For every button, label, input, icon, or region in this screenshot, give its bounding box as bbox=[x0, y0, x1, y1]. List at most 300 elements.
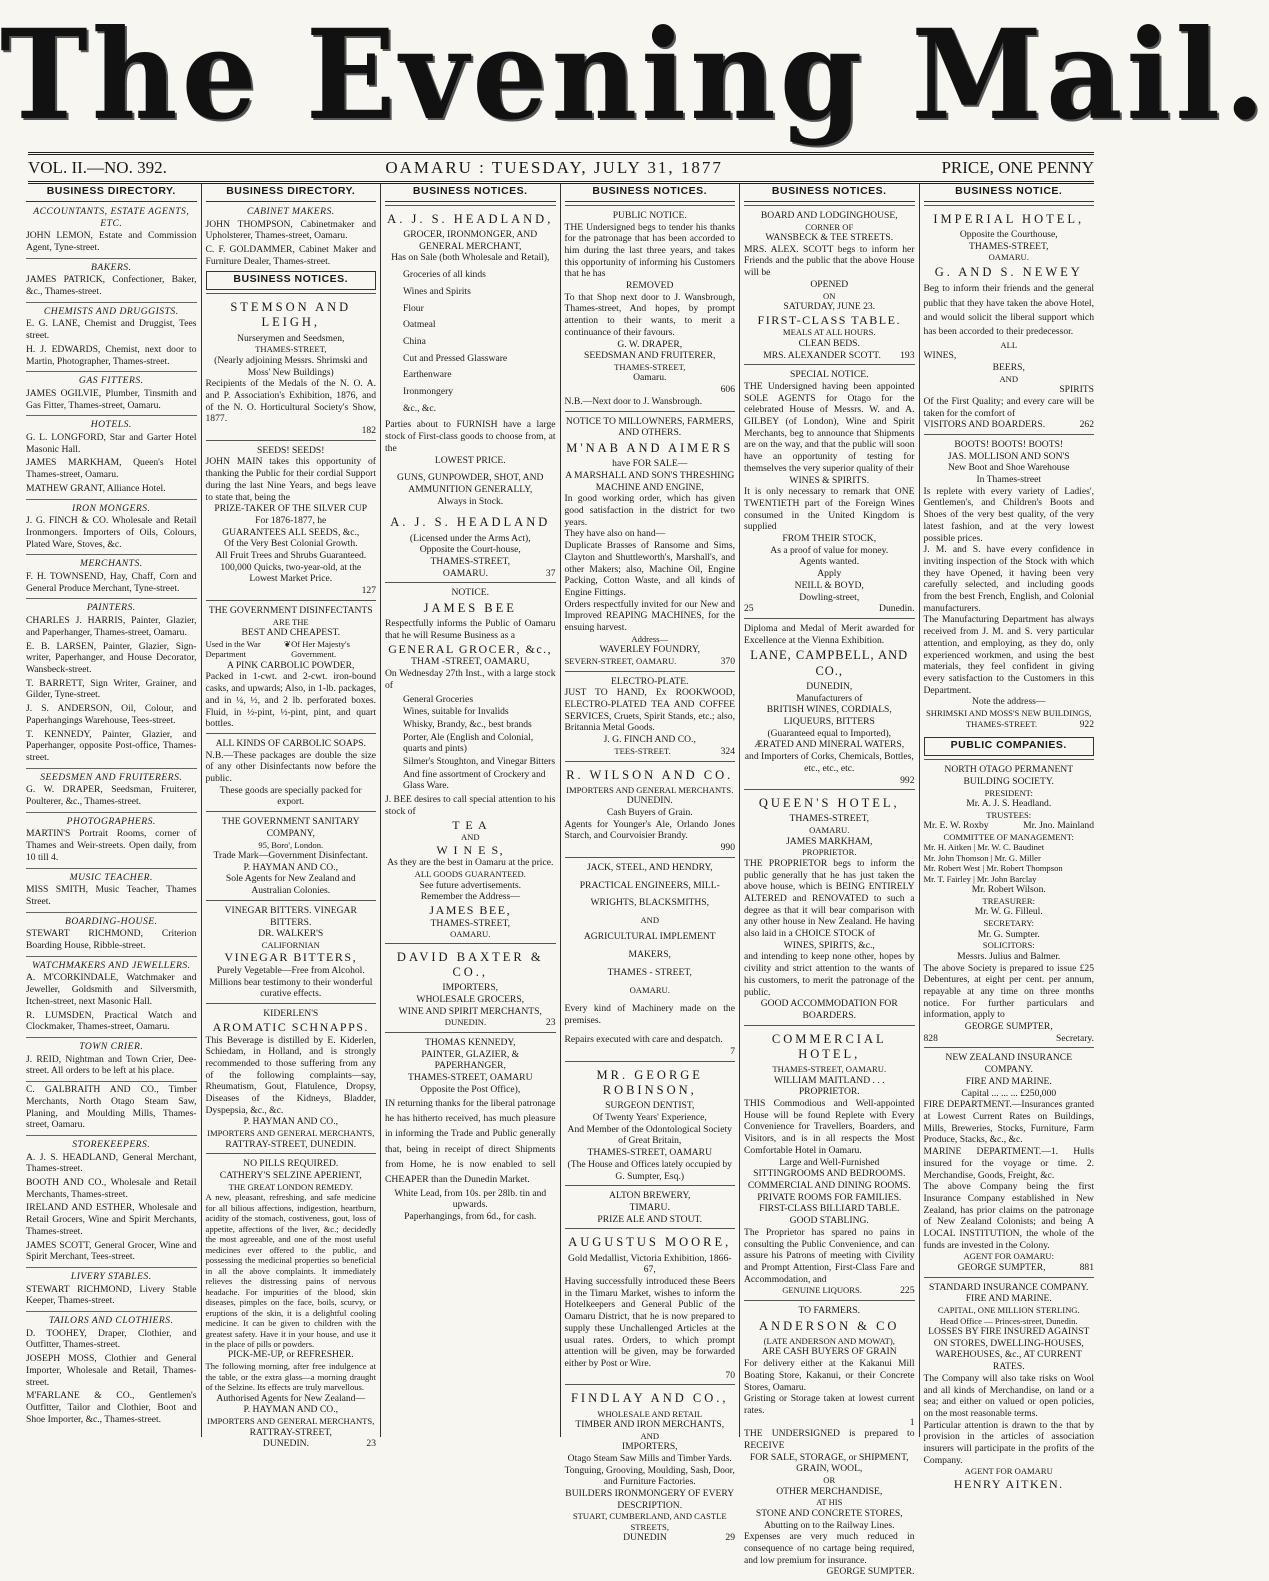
directory-entry: C. GALBRAITH AND CO., Timber Merchants, North Otago Steam Saw, Planing, and Moulding Mills, Thames-street, Oamaru. bbox=[26, 1084, 197, 1131]
ad-body: MARINE DEPARTMENT.—1. Hulls insured for the voyage or time. 2. Merchandise, Goods, Freight, &c. bbox=[923, 1146, 1094, 1181]
ad-number: 370 bbox=[720, 655, 735, 667]
list-item: Whisky, Brandy, &c., best brands bbox=[403, 718, 532, 730]
ad-line: Mr. Robert Wilson. bbox=[971, 884, 1046, 896]
ad-line: Opposite the Courthouse, bbox=[959, 229, 1058, 241]
ad-line: THAMES-STREET. bbox=[965, 718, 1038, 729]
ad-line: TREASURER: bbox=[982, 896, 1036, 906]
ad-line: FOR SALE, STORAGE, or SHIPMENT, bbox=[749, 1451, 909, 1463]
directory-entry: BOOTH AND CO., Wholesale and Retail Merchants, Thames-street. bbox=[26, 1177, 197, 1200]
ad-body: The following morning, after free indulgence at the table, or the extra glass—a morning draught of the Selzine. Its effects are truly marvellous. bbox=[205, 1361, 376, 1393]
goods-list bbox=[403, 269, 556, 414]
ad-line: PRIZE-TAKER OF THE SILVER CUP bbox=[214, 503, 368, 515]
ad-lane-campbell bbox=[744, 618, 915, 789]
ad-line: TIMARU. bbox=[629, 1201, 670, 1213]
ad-line: DUNEDIN. bbox=[626, 795, 673, 807]
ad-george-robinson bbox=[565, 1061, 736, 1185]
columns bbox=[22, 184, 1098, 1578]
ad-line: Cash Buyers of Grain. bbox=[606, 806, 693, 818]
ad-line: Large and Well-Furnished bbox=[779, 1156, 880, 1168]
ad-body: The Manufacturing Department has always received from J. M. and S. very particular attention, and employing, as they do, only experienced workmen, and using the best materials, they feel confident in giving every satisfaction to the Customers in this Department. bbox=[923, 614, 1094, 696]
ad-line: THAMES - STREET, bbox=[607, 966, 692, 978]
ad-line: PRIVATE ROOMS FOR FAMILIES. bbox=[757, 1191, 902, 1203]
ad-line: CLEAN BEDS. bbox=[798, 337, 860, 349]
ad-line: T E A bbox=[452, 817, 489, 832]
ad-line: SEEDSMAN AND FRUITERER, bbox=[584, 350, 716, 362]
ad-head: THE GOVERNMENT SANITARY COMPANY, bbox=[221, 816, 360, 839]
ad-number: 881 bbox=[1079, 1261, 1094, 1273]
ad-body: THE UNDERSIGNED is prepared to RECEIVE bbox=[744, 1428, 915, 1452]
ad-line: Mr. Robert West | Mr. Robert Thompson bbox=[923, 863, 1063, 874]
list-item: Wines and Spirits bbox=[403, 285, 471, 297]
ad-body: Gristing or Storage taken at lowest current rates. bbox=[744, 1393, 915, 1416]
ad-line: WHOLESALE GROCERS, bbox=[416, 993, 525, 1005]
ad-line: DUNEDIN. bbox=[262, 1438, 309, 1450]
ad-line: LOWEST PRICE. bbox=[434, 454, 506, 466]
ad-number: 828 bbox=[923, 1032, 938, 1044]
ad-line: These goods are specially packed for export. bbox=[219, 784, 362, 808]
ad-augustus-moore bbox=[565, 1228, 736, 1384]
ad-footer bbox=[744, 603, 915, 615]
ad-line: Mr. H. Aitken | Mr. W. C. Baudinet bbox=[923, 842, 1045, 853]
ad-body: IN returning thanks for the liberal patronage he has hitherto received, has much pleasure in informing the Trade and Public generally that, being in receipt of direct Shipments from Home, he is now enabled to sell CHEAPER than the Dunedin Market. bbox=[385, 1097, 556, 1186]
ad-line: COMMERCIAL AND DINING ROOMS. bbox=[747, 1179, 911, 1191]
directory-entry: T. KENNEDY, Painter, Glazier, and Paperhanger, opposite Post-office, Thames-street. bbox=[26, 728, 197, 763]
ad-line: BEERS, bbox=[992, 361, 1025, 373]
directory-entry: F. H. TOWNSEND, Hay, Chaff, Corn and General Produce Merchant, Tyne-street. bbox=[26, 571, 197, 594]
divider bbox=[26, 1081, 197, 1082]
ad-line: P. HAYMAN AND CO., bbox=[243, 1116, 339, 1128]
ad-line: Paperhangings, from 6d., for cash. bbox=[404, 1211, 537, 1223]
ad-line: Of Twenty Years' Experience, bbox=[592, 1112, 707, 1123]
ad-line: AND bbox=[999, 373, 1019, 384]
ad-draper-removed bbox=[565, 205, 736, 411]
ad-line: Address— bbox=[631, 633, 669, 644]
ad-line: Nurserymen and Seedsmen, bbox=[237, 332, 345, 344]
ad-body: The above Society is prepared to issue £25 Debentures, at eight per cent. per annum, repayable at any time on three months notice. For further particulars and information, apply to bbox=[923, 962, 1094, 1021]
ad-line: AGENT FOR OAMARU bbox=[964, 1466, 1053, 1477]
column-heading: BUSINESS NOTICES. bbox=[744, 184, 915, 202]
ad-head: NO PILLS REQUIRED. bbox=[243, 1158, 339, 1170]
ad-line: and Importers of Corks, Chemicals, Bottles, etc., etc., etc. bbox=[744, 751, 914, 774]
ad-imperial-hotel bbox=[924, 205, 1095, 434]
ad-body: Particular attention is drawn to the that by provision in the articles of association insurers will participate in the profits of the Company. bbox=[923, 1419, 1094, 1466]
directory-category: TOWN CRIER. bbox=[26, 1037, 197, 1053]
ad-body: FIRE DEPARTMENT.—Insurances granted at Lowest Current Rates on Buildings, Mills, Breweries, Stocks, Furniture, Farm Produce, Stacks, &c., &c. bbox=[923, 1099, 1094, 1146]
ad-line: IMPORTERS AND GENERAL MERCHANTS, bbox=[207, 1416, 375, 1427]
ad-line: Opposite the Post Office), bbox=[420, 1083, 521, 1095]
directory-category: HOTELS. bbox=[26, 415, 197, 431]
ad-line: Sole Agents for New Zealand and Australian Colonies. bbox=[225, 873, 356, 897]
ad-line: Used in the War Department bbox=[205, 638, 261, 660]
ad-line: Millions bear testimony to their wonderful curative effects. bbox=[209, 976, 373, 1000]
directory-entry: MATHEW GRANT, Alliance Hotel. bbox=[26, 482, 166, 494]
ad-line: Has on Sale (both Wholesale and Retail), bbox=[391, 252, 550, 264]
ad-title: JAMES BEE bbox=[423, 601, 517, 616]
ad-title: NEW ZEALAND INSURANCE COMPANY. bbox=[945, 1052, 1073, 1076]
volume-number: VOL. II.—NO. 392. bbox=[28, 158, 167, 177]
ad-line: TIMBER AND IRON MERCHANTS, bbox=[575, 1419, 725, 1431]
ad-line: CORNER OF bbox=[805, 221, 854, 232]
ad-findlay bbox=[565, 1384, 736, 1547]
ad-head: THE GOVERNMENT DISINFECTANTS bbox=[208, 604, 373, 616]
directory-entry: E. B. LARSEN, Painter, Glazier, Sign-writer, Paperhanger, and House Decorator, Wansbeck-street. bbox=[26, 640, 197, 675]
ad-line: OPENED bbox=[810, 278, 849, 290]
list-item: And fine assortment of Crockery and Glass Ware. bbox=[403, 768, 546, 792]
ad-alton-brewery bbox=[565, 1185, 736, 1228]
ad-north-otago-building bbox=[924, 759, 1095, 1047]
directory-category: BOARDING-HOUSE. bbox=[26, 912, 197, 928]
ad-line: As a proof of value for money. bbox=[770, 544, 889, 556]
masthead bbox=[0, 0, 1269, 152]
ad-head: SPECIAL NOTICE. bbox=[789, 369, 869, 381]
ad-line: FIRST-CLASS BILLIARD TABLE. bbox=[759, 1203, 900, 1215]
ad-line: THAMES-STREET, bbox=[789, 813, 869, 825]
ad-line: FIRE AND MARINE. bbox=[965, 1075, 1052, 1087]
ad-number: 25 bbox=[744, 603, 754, 615]
directory-entry: JOHN LEMON, Estate and Commission Agent, Tyne-street. bbox=[26, 230, 197, 253]
ad-line: Manufacturers of bbox=[796, 692, 863, 704]
ad-number: 606 bbox=[720, 384, 735, 396]
ad-line: ALL GOODS GUARANTEED. bbox=[414, 869, 526, 880]
ad-line: SATURDAY, JUNE 23. bbox=[783, 300, 876, 312]
ad-line: Messrs. Julius and Balmer. bbox=[957, 950, 1061, 962]
ad-body: THE PROPRIETOR begs to inform the public generally that he has just taken the above house, which is BEING ENTIRELY ALTERED and RENOVATED to such a degree as that it will bear comparison with any other house in New Zealand. He having also laid in a CHOICE STOCK of bbox=[744, 857, 915, 940]
column-directory-notices bbox=[202, 184, 382, 1450]
ad-line: 95, Boro', London. bbox=[258, 839, 324, 850]
ad-line: JAMES BEE, bbox=[429, 902, 512, 917]
ad-line: AND bbox=[640, 914, 660, 925]
ad-title: AUGUSTUS MOORE, bbox=[568, 1235, 732, 1250]
ad-body: Is replete with every variety of Ladies', Gentlemen's, and Children's Boots and Shoes of the very best quality, of the very latest fashion, and at the very lowest possible prices. bbox=[923, 485, 1094, 544]
ad-body: Beg to inform their friends and the general public that they have taken the above Hotel, and would solicit the liberal support which has been accorded to their predecessor. bbox=[923, 283, 1094, 338]
crest-icon: ❦ bbox=[283, 638, 292, 649]
directory-entry: JAMES OGILVIE, Plumber, Tinsmith and Gas Fitter, Thames-street, Oamaru. bbox=[26, 387, 197, 411]
ad-line: A PINK CARBOLIC POWDER, bbox=[227, 659, 355, 671]
ad-body: THE Undersigned having been appointed SOLE AGENTS for Otago for the celebrated House of Messrs. W. and A. GILBEY (of London), Wine and Spirit Merchants, beg to announce that Shipments are on the way, and that the public will soon have an opportunity of testing for themselves the very superior quality of their bbox=[744, 380, 915, 474]
ad-line: ÆRATED AND MINERAL WATERS, bbox=[754, 739, 905, 751]
ad-body: The Proprietor has spared no pains in consulting the Public Convenience, and can assure his Patrons of meeting with Civility and Prompt Attention, First-Class Fare and Accommodation, and bbox=[744, 1226, 915, 1285]
directory-category: WATCHMAKERS AND JEWELLERS. bbox=[26, 956, 197, 972]
ad-footer bbox=[385, 568, 556, 580]
newspaper-title: The Evening Mail. bbox=[0, 1, 1269, 148]
ad-head: KIDERLEN'S bbox=[263, 1008, 319, 1020]
ad-line: And Member of the Odontological Society of Great Britain, bbox=[567, 1123, 732, 1147]
ad-title: VINEGAR BITTERS, bbox=[224, 950, 358, 965]
ad-sub: Gold Medallist, Victoria Exhibition, 1866-67, bbox=[568, 1252, 732, 1276]
directory-entry: JAMES PATRICK, Confectioner, Baker, &c., Thames-street. bbox=[26, 274, 197, 298]
ad-line: GENUINE LIQUORS. bbox=[782, 1285, 862, 1296]
ad-title: ANDERSON & CO bbox=[759, 1318, 900, 1333]
directory-category: CHEMISTS AND DRUGGISTS. bbox=[26, 302, 197, 318]
column-business-directory bbox=[22, 184, 202, 1437]
ad-john-main bbox=[206, 440, 377, 600]
ad-line: Always in Stock. bbox=[437, 495, 504, 507]
list-item: &c., &c. bbox=[403, 402, 437, 414]
ad-line: DUNEDIN, bbox=[806, 680, 853, 692]
ad-number: 29 bbox=[725, 1532, 735, 1544]
directory-entry: J. G. FINCH & CO. Wholesale and Retail Ironmongers. Importers of Oils, Colours, Plated Ware, Stoves, &c. bbox=[26, 515, 197, 550]
ad-line: THAMES-STREET, bbox=[614, 361, 686, 372]
ad-line: OAMARU. bbox=[450, 929, 491, 940]
ad-head: NOTICE. bbox=[451, 587, 490, 599]
ad-line: PRIZE ALE AND STOUT. bbox=[597, 1213, 703, 1225]
ad-line: GRAIN, WOOL, bbox=[796, 1463, 863, 1475]
ad-title: STANDARD INSURANCE COMPANY. bbox=[929, 1281, 1089, 1293]
ad-body: Of the First Quality; and every care will be taken for the comfort of bbox=[923, 395, 1094, 419]
trustees-row bbox=[924, 820, 1095, 832]
ad-body: Repairs executed with care and despatch. bbox=[564, 1034, 723, 1046]
ad-number: 182 bbox=[361, 425, 376, 437]
ad-line: WAVERLEY FOUNDRY, bbox=[599, 644, 701, 656]
ad-line: THAMES-STREET, bbox=[255, 344, 327, 355]
ad-line: WINES, bbox=[923, 350, 957, 362]
ad-line: THAMES-STREET, OAMARU bbox=[407, 1072, 533, 1084]
ad-line: THAM -STREET, OAMARU, bbox=[411, 656, 530, 668]
ad-footer bbox=[206, 1438, 377, 1450]
ad-title: JAS. MOLLISON AND SON'S bbox=[947, 450, 1070, 462]
ad-line: WINE AND SPIRIT MERCHANTS, bbox=[398, 1005, 542, 1017]
ad-line: AGENT FOR OAMARU: bbox=[963, 1251, 1055, 1262]
ad-line: Of the Very Best Colonial Growth. bbox=[223, 538, 358, 550]
list-item: Earthenware bbox=[403, 369, 452, 381]
ad-head: PUBLIC NOTICE. bbox=[612, 209, 687, 221]
place-date: OAMARU : TUESDAY, JULY 31, 1877 bbox=[385, 158, 723, 177]
ad-number: 922 bbox=[1079, 718, 1094, 730]
ad-headland bbox=[385, 205, 556, 583]
ad-line: Head Office — Princes-street, Dunedin. bbox=[939, 1315, 1078, 1326]
ad-signature: GEORGE SUMPTER. bbox=[826, 1566, 915, 1578]
ad-line: IMPORTERS, bbox=[621, 1441, 678, 1453]
ad-line: J. G. FINCH AND CO., bbox=[603, 734, 696, 746]
ad-line: Note the address— bbox=[971, 696, 1046, 708]
ad-line: CAPITAL, ONE MILLION STERLING. bbox=[937, 1305, 1080, 1316]
list-item: Ironmongery bbox=[403, 386, 454, 398]
ad-body: THE Undersigned begs to tender his thanks for the patronage that has been accorded to him during the last three years, and takes this opportunity of informing his Customers that he has bbox=[564, 221, 735, 280]
ad-board-lodging bbox=[744, 205, 915, 364]
ad-queens-hotel bbox=[744, 789, 915, 1024]
ad-body: MRS. ALEX. SCOTT begs to inform her Friends and the public that the above House will be bbox=[744, 243, 915, 279]
ad-r-wilson bbox=[565, 761, 736, 857]
ad-line: OAMARU. bbox=[442, 567, 488, 579]
ad-line: BOARD AND LODGINGHOUSE, bbox=[760, 209, 898, 221]
ad-nz-insurance bbox=[924, 1047, 1095, 1276]
ad-line: AT HIS bbox=[816, 1497, 843, 1508]
price: PRICE, ONE PENNY bbox=[941, 158, 1094, 177]
ad-line: BRITISH WINES, CORDIALS, bbox=[766, 704, 892, 716]
ad-body: Diploma and Medal of Merit awarded for Excellence at the Vienna Exhibition. bbox=[744, 622, 915, 646]
ad-jack-steel-hendry bbox=[565, 857, 736, 1061]
ad-body: To that Shop next door to J. Wansbrough, Thames-street, And hopes, by prompt attention to their wants, to merit a continuance of their favours. bbox=[564, 291, 735, 338]
ad-line: Mr. T. Fairley | Mr. John Barclay bbox=[923, 873, 1037, 884]
ad-head: BOOTS! BOOTS! BOOTS! bbox=[954, 438, 1064, 450]
ad-thomas-kennedy bbox=[385, 1032, 556, 1226]
column-heading: BUSINESS NOTICES. bbox=[206, 271, 377, 290]
ad-footer bbox=[744, 350, 915, 362]
ad-head: VINEGAR BITTERS. VINEGAR BITTERS. bbox=[224, 904, 357, 928]
ad-james-bee bbox=[385, 582, 556, 942]
ad-line: White Lead, from 10s. per 28lb. tin and upwards. bbox=[394, 1187, 547, 1211]
directory-category: MUSIC TEACHER. bbox=[26, 868, 197, 884]
directory-category: TAILORS AND CLOTHIERS. bbox=[26, 1311, 197, 1327]
ad-line: WINES, SPIRITS, &c., bbox=[783, 939, 875, 951]
ad-footer bbox=[565, 1532, 736, 1544]
ad-line: PROPRIETOR. bbox=[801, 847, 857, 858]
ad-line: IMPORTERS, bbox=[442, 982, 499, 994]
ad-vinegar-bitters bbox=[206, 900, 377, 1003]
ad-line: (Guaranteed equal to Imported), bbox=[767, 727, 892, 739]
ad-body: As they are the best in Oamaru at the price. bbox=[387, 857, 554, 869]
ad-body: Duplicate Brasses of Ransome and Sims, Clayton and Shuttleworth's, Marshall's, and other Makers; also, Machine Oil, Engine Packing, Cotton Waste, and all kinds of Engine Fittings. bbox=[564, 540, 735, 598]
ad-number: 324 bbox=[720, 745, 735, 757]
ad-body: The Company will also take risks on Wool and all kinds of Merchandise, on land or a sea; and either on valued or open policies, on the most reasonable terms. bbox=[923, 1372, 1094, 1419]
ad-line: New Boot and Shoe Warehouse bbox=[947, 462, 1070, 474]
ad-body: J. M. and S. have every confidence in inviting inspection of the Stock with which they have Opened, it having been very carefully selected, and including goods from the best French, English, and Colonial manufacturers. bbox=[923, 544, 1094, 614]
list-item: General Groceries bbox=[403, 693, 474, 705]
ad-body: They have also on hand— bbox=[564, 528, 666, 540]
ad-line: Mr. G. Sumpter. bbox=[977, 928, 1040, 940]
directory-category: LIVERY STABLES. bbox=[26, 1267, 197, 1283]
list-item: Oatmeal bbox=[403, 319, 436, 331]
ad-line: TRUSTEES: bbox=[986, 809, 1032, 820]
ad-line: SITTINGROOMS AND BEDROOMS. bbox=[753, 1168, 906, 1180]
ad-number: 262 bbox=[1079, 419, 1094, 431]
ad-title: A. J. S. HEADLAND, bbox=[387, 211, 554, 226]
ad-line: OR bbox=[823, 1475, 836, 1486]
column-heading: BUSINESS DIRECTORY. bbox=[206, 184, 377, 202]
ad-line: (Nearly adjoining Messrs. Shrimski and Moss' New Buildings) bbox=[214, 354, 368, 378]
ad-sub: CATHERY'S SELZINE APERIENT, bbox=[219, 1170, 362, 1182]
directory-entry: E. G. LANE, Chemist and Druggist, Tees street. bbox=[26, 318, 197, 342]
ad-head: NOTICE TO MILLOWNERS, FARMERS, AND OTHERS. bbox=[565, 415, 734, 439]
directory-entry: JAMES SCOTT, General Grocer, Wine and Spirit Merchant, Tees-street. bbox=[26, 1239, 197, 1263]
ad-line: HENRY AITKEN. bbox=[953, 1476, 1064, 1491]
ad-title: IMPERIAL HOTEL, bbox=[933, 211, 1085, 226]
directory-entry: M'FARLANE & CO., Gentlemen's Outfitter, Tailor and Clothier, Boot and Shoe Importer, &c., Thames-street. bbox=[26, 1390, 197, 1425]
ad-number: 23 bbox=[545, 1017, 556, 1029]
list-item: Groceries of all kinds bbox=[403, 269, 486, 281]
ad-line: Capital ... ... ... £250,000 bbox=[961, 1087, 1057, 1099]
ad-line: RATTRAY-STREET, DUNEDIN. bbox=[225, 1138, 357, 1150]
ad-line: WILLIAM MAITLAND . . . PROPRIETOR. bbox=[773, 1074, 885, 1098]
ad-line: WINES & SPIRITS. bbox=[789, 474, 870, 486]
ad-line: ALTON BREWERY, bbox=[609, 1190, 691, 1202]
ad-signature: GEORGE SUMPTER, bbox=[964, 1021, 1053, 1033]
ad-line: COMMITTEE OF MANAGEMENT: bbox=[943, 831, 1074, 842]
ad-title: AROMATIC SCHNAPPS. bbox=[212, 1019, 369, 1034]
ad-body: It is only necessary to remark that ONE TWENTIETH part of the Foreign Wines consumed in the United Kingdom is supplied bbox=[744, 486, 915, 533]
ad-line: BEST AND CHEAPEST. bbox=[241, 627, 341, 639]
ad-number: 990 bbox=[720, 842, 735, 854]
ad-title: QUEEN'S HOTEL, bbox=[758, 796, 900, 811]
directory-entry: J. REID, Nightman and Town Crier, Dee-street. All orders to be left at his place. bbox=[26, 1053, 197, 1077]
directory-entry: A. M'CORKINDALE, Watchmaker and Jeweller, Goldsmith and Silversmith, Itchen-street, next Masonic Hall. bbox=[26, 972, 197, 1007]
ad-note: N.B.—Next door to J. Wansbrough. bbox=[564, 395, 703, 407]
dateline bbox=[28, 152, 1094, 184]
ad-line: SHRIMSKI AND MOSS'S NEW BUILDINGS, bbox=[926, 708, 1092, 719]
directory-entry: A. J. S. HEADLAND, General Merchant, Thames-street. bbox=[26, 1151, 197, 1175]
ad-line: DUNEDIN bbox=[623, 1532, 667, 1544]
directory-category: STOREKEEPERS. bbox=[26, 1135, 197, 1151]
ad-body: and intending to keep none other, hopes by civility and strict attention to the wants of his customers, to merit the patronage of the public. bbox=[744, 951, 915, 998]
ad-footer bbox=[924, 419, 1095, 431]
ad-line: RATTRAY-STREET, bbox=[249, 1426, 332, 1438]
war-department-row bbox=[206, 639, 377, 660]
ad-line: SECRETARY: bbox=[983, 918, 1035, 929]
ad-line: Mr. E. W. Roxby bbox=[923, 820, 989, 832]
directory-category: BAKERS. bbox=[26, 258, 197, 274]
ad-line: SOLICITORS: bbox=[982, 940, 1035, 951]
ad-body: Orders respectfully invited for our New and Improved REAPING MACHINES, for the ensuing harvest. bbox=[564, 598, 735, 634]
list-item: Cut and Pressed Glassware bbox=[403, 352, 508, 364]
directory-category: IRON MONGERS. bbox=[26, 499, 197, 515]
ad-body: JOHN MAIN takes this opportunity of thanking the Public for their cordial Support during the last Nine Years, and begs leave to state that, being the bbox=[205, 456, 376, 503]
ad-mollison-boots bbox=[924, 434, 1095, 733]
ad-line: THAMES-STREET, bbox=[430, 556, 510, 568]
ad-line: MAKERS, bbox=[628, 949, 671, 961]
ad-title: DAVID BAXTER & CO., bbox=[396, 949, 544, 979]
directory-category: GAS FITTERS. bbox=[26, 371, 197, 387]
ad-disinfectants bbox=[206, 600, 377, 733]
ad-line: THAMES-STREET, OAMARU. bbox=[772, 1064, 887, 1075]
ad-line: STUART, CUMBERLAND, AND CASTLE STREETS, bbox=[572, 1511, 727, 1532]
ad-body: Packed in 1-cwt. and 2-cwt. iron-bound casks, and upwards; Also, in 1-lb. packages, and in ¼, ½, and 2 lb. perforated boxes. Fluid, in ½-pint, ½-pint, pint, and quart bottles. bbox=[205, 671, 376, 730]
ad-commercial-hotel bbox=[744, 1025, 915, 1300]
ad-title: G. AND S. NEWEY bbox=[934, 264, 1083, 279]
column-notices-3 bbox=[381, 184, 561, 1437]
ad-line: Otago Steam Saw Mills and Timber Yards. bbox=[567, 1452, 732, 1464]
ad-line: DR. WALKER'S bbox=[258, 928, 324, 940]
ad-body: For delivery either at the Kakanui Mill Boating Store, Kakanui, or their Concrete Stores, Oamaru. bbox=[744, 1358, 915, 1393]
ad-gilbey-wines bbox=[744, 364, 915, 618]
directory-entry: MARTIN'S Portrait Rooms, corner of Thames and Weir-streets. Open daily, from 10 till 4. bbox=[26, 828, 197, 863]
ad-line: Secretary. bbox=[1056, 1032, 1094, 1044]
ad-anderson-farmers bbox=[744, 1300, 915, 1581]
directory-entry: CHARLES J. HARRIS, Painter, Glazier, and Paperhanger, Thames-street, Oamaru. bbox=[26, 615, 197, 638]
ad-line: FIRST-CLASS TABLE. bbox=[757, 312, 901, 327]
ad-line: PICK-ME-UP, or REFRESHER. bbox=[227, 1349, 354, 1361]
ad-line: GUNS, GUNPOWDER, SHOT, AND bbox=[397, 472, 544, 484]
ad-line: TEES-STREET. bbox=[614, 745, 671, 756]
column-notices-6 bbox=[920, 184, 1099, 1491]
ad-line: Remember the Address— bbox=[420, 891, 520, 903]
directory-category: PAINTERS. bbox=[26, 598, 197, 614]
ad-line: MRS. ALEXANDER SCOTT. bbox=[763, 349, 881, 361]
ad-mnab-aimers bbox=[565, 411, 736, 671]
ad-footer bbox=[565, 656, 736, 668]
ad-stemson-leigh bbox=[206, 293, 377, 440]
column-heading: BUSINESS NOTICES. bbox=[565, 184, 736, 202]
column-heading: PUBLIC COMPANIES. bbox=[924, 737, 1095, 756]
ad-footer bbox=[924, 719, 1095, 731]
ad-sub: have FOR SALE— bbox=[612, 458, 688, 470]
list-item: China bbox=[403, 335, 426, 347]
directory-entry: H. J. EDWARDS, Chemist, next door to Martin, Photographer, Thames-street. bbox=[26, 343, 197, 367]
ad-line: BUILDERS IRONMONGERY OF EVERY DESCRIPTION. bbox=[565, 1488, 735, 1511]
ad-title: JACK, STEEL, AND HENDRY, bbox=[586, 861, 713, 873]
ad-number: 1 bbox=[909, 1416, 915, 1428]
ad-line: Dunedin. bbox=[879, 603, 915, 615]
ad-kiderlens-schnapps bbox=[206, 1003, 377, 1153]
list-item: Wines, suitable for Invalids bbox=[403, 706, 509, 718]
directory-category: CABINET MAKERS. bbox=[246, 205, 335, 217]
ad-line: OTHER MERCHANDISE, bbox=[776, 1485, 883, 1497]
ad-head: TO FARMERS. bbox=[798, 1305, 860, 1317]
ad-line: REMOVED bbox=[626, 280, 674, 292]
directory-entry: STEWART RICHMOND, Criterion Boarding House, Ribble-street. bbox=[26, 928, 197, 952]
directory-entry: STEWART RICHMOND, Livery Stable Keeper, Thames-street. bbox=[26, 1283, 197, 1307]
ad-line: AND bbox=[640, 1430, 660, 1441]
directory-entry: IRELAND AND ESTHER, Wholesale and Retail Grocers, Wine and Spirit Merchants, Thames-street. bbox=[26, 1202, 197, 1237]
